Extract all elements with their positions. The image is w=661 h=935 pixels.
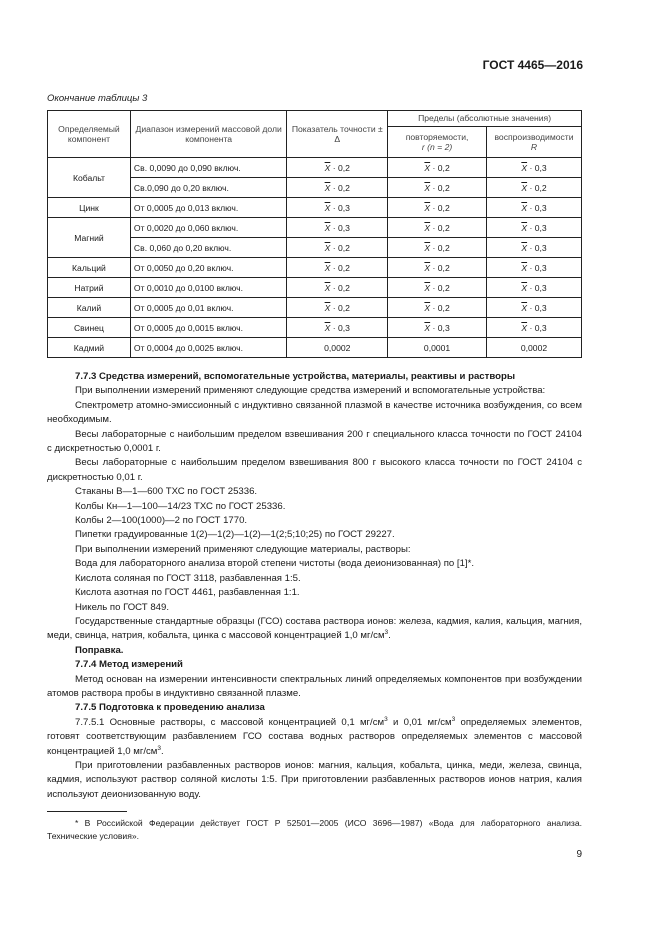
col-header-accuracy: Показатель точности ± Δ [287, 111, 388, 158]
section-heading: 7.7.3 Средства измерений, вспомогательные устройства, материалы, реактивы и растворы [75, 371, 516, 382]
paragraph: Колбы Кн—1—100—14/23 ТХС по ГОСТ 25336. [75, 500, 286, 512]
col-header-limits: Пределы (абсолютные значения) [388, 111, 582, 127]
page-number: 9 [576, 849, 582, 860]
paragraph: Весы лабораторные с наибольшим пределом взвешивания 200 г специального класса точности по ГОСТ 24104 с дискретностью 0,0001 г. [47, 428, 582, 455]
footnote-divider [47, 811, 127, 812]
table-row: Кальций От 0,0050 до 0,20 включ. $\overline{X} \cdot 0,2$ $\overline{X} \cdot 0,2$ $\overline{X} \cdot 0,3$ [48, 258, 582, 278]
paragraph: Государственные стандартные образцы (ГСО) состава раствора ионов: железа, кадмия, калия, кальция, магния, меди, свинца, натрия, кобальта, цинка с массовой концентрацией 1,0 $мг/см^3$. [47, 615, 582, 642]
body-text [47, 370, 582, 802]
results-table [47, 110, 582, 358]
amendment-note: Поправка. [75, 644, 124, 656]
table-row: Свинец От 0,0005 до 0,0015 включ. $\overline{X} \cdot 0,3$ $\overline{X} \cdot 0,3$ $\overline{X} \cdot 0,3$ [48, 318, 582, 338]
paragraph: Колбы 2—100(1000)—2 по ГОСТ 1770. [75, 515, 248, 527]
paragraph: Метод основан на измерении интенсивности спектральных линий определяемых компонентов при возбуждении атомов раствора пробы в индуктивно связанной плазме. [47, 673, 582, 699]
paragraph: При выполнении измерений применяют следующие материалы, растворы: [75, 543, 411, 555]
table-caption: Окончание таблицы 3 [47, 93, 148, 104]
col-header-reproducibility: воспроизводимости R [487, 127, 582, 158]
paragraph: При выполнении измерений применяют следующие средства измерений и вспомогательные устройства: [75, 385, 546, 397]
section-heading: 7.7.4 Метод измерений [75, 659, 183, 671]
standard-designation: ГОСТ 4465—2016 [482, 58, 583, 72]
paragraph: Кислота соляная по ГОСТ 3118, разбавленная 1:5. [75, 572, 301, 584]
col-header-repeatability: повторяемости, r (n = 2) [388, 127, 487, 158]
paragraph: Никель по ГОСТ 849. [75, 601, 169, 613]
table-row: Кобальт Св. 0,0090 до 0,090 включ. $\overline{X} \cdot 0,2$ $\overline{X} \cdot 0,2$ $\overline{X} \cdot 0,3$ [48, 158, 582, 178]
footnote: * В Российской Федерации действует ГОСТ Р 52501—2005 (ИСО 3696—1987) «Вода для лабораторного анализа. Технические условия». [47, 818, 582, 841]
paragraph: Стаканы В—1—600 ТХС по ГОСТ 25336. [75, 486, 258, 498]
paragraph: При приготовлении разбавленных растворов ионов: магния, кальция, кобальта, цинка, меди, железа, свинца, кадмия, используют раствор соляной кислоты 1:5. При приготовлении разбавленных растворов ионов натрия, калия используют деионизованную воду. [47, 759, 582, 800]
table-row: Калий От 0,0005 до 0,01 включ. $\overline{X} \cdot 0,2$ $\overline{X} \cdot 0,2$ $\overline{X} \cdot 0,3$ [48, 298, 582, 318]
col-header-range: Диапазон измерений массовой доли компонента [130, 111, 286, 158]
paragraph: 7.7.5.1 Основные растворы, с массовой концентрацией 0,1 $мг/см^3$ и 0,01 $мг/см^3$ определяемых элементов, готовят соответствующим разбавлением ГСО состава водных растворов определяемых элементов с массовой концентрацией 1,0 $мг/см^3$. [47, 715, 582, 757]
col-header-component: Определяемый компонент [48, 111, 131, 158]
paragraph: Вода для лабораторного анализа второй степени чистоты (вода деионизованная) по [1]*. [75, 558, 474, 570]
paragraph: Пипетки градуированные 1(2)—1(2)—1(2)—1(2;5;10;25) по ГОСТ 29227. [75, 529, 395, 541]
table-row: Натрий От 0,0010 до 0,0100 включ. $\overline{X} \cdot 0,2$ $\overline{X} \cdot 0,2$ $\overline{X} \cdot 0,3$ [48, 278, 582, 298]
table-row: Цинк От 0,0005 до 0,013 включ. $\overline{X} \cdot 0,3$ $\overline{X} \cdot 0,2$ $\overline{X} \cdot 0,3$ [48, 198, 582, 218]
paragraph: Спектрометр атомно-эмиссионный с индуктивно связанной плазмой в качестве источника возбуждения, со всем необходимым. [47, 399, 582, 426]
table-row: Св.0,090 до 0,20 включ. $\overline{X} \cdot 0,2$ $\overline{X} \cdot 0,2$ $\overline{X} \cdot 0,2$ [48, 178, 582, 198]
table-row: Кадмий От 0,0004 до 0,0025 включ. 0,0002 0,0001 0,0002 [48, 338, 582, 358]
table-row: Св. 0,060 до 0,20 включ. $\overline{X} \cdot 0,2$ $\overline{X} \cdot 0,2$ $\overline{X} \cdot 0,3$ [48, 238, 582, 258]
section-heading: 7.7.5 Подготовка к проведению анализа [75, 702, 265, 714]
paragraph: Кислота азотная по ГОСТ 4461, разбавленная 1:1. [75, 587, 300, 599]
paragraph: Весы лабораторные с наибольшим пределом взвешивания 800 г высокого класса точности по ГОСТ 24104 с дискретностью 0,01 г. [47, 457, 582, 483]
table-row: Магний От 0,0020 до 0,060 включ. $\overline{X} \cdot 0,3$ $\overline{X} \cdot 0,2$ $\overline{X} \cdot 0,3$ [48, 218, 582, 238]
